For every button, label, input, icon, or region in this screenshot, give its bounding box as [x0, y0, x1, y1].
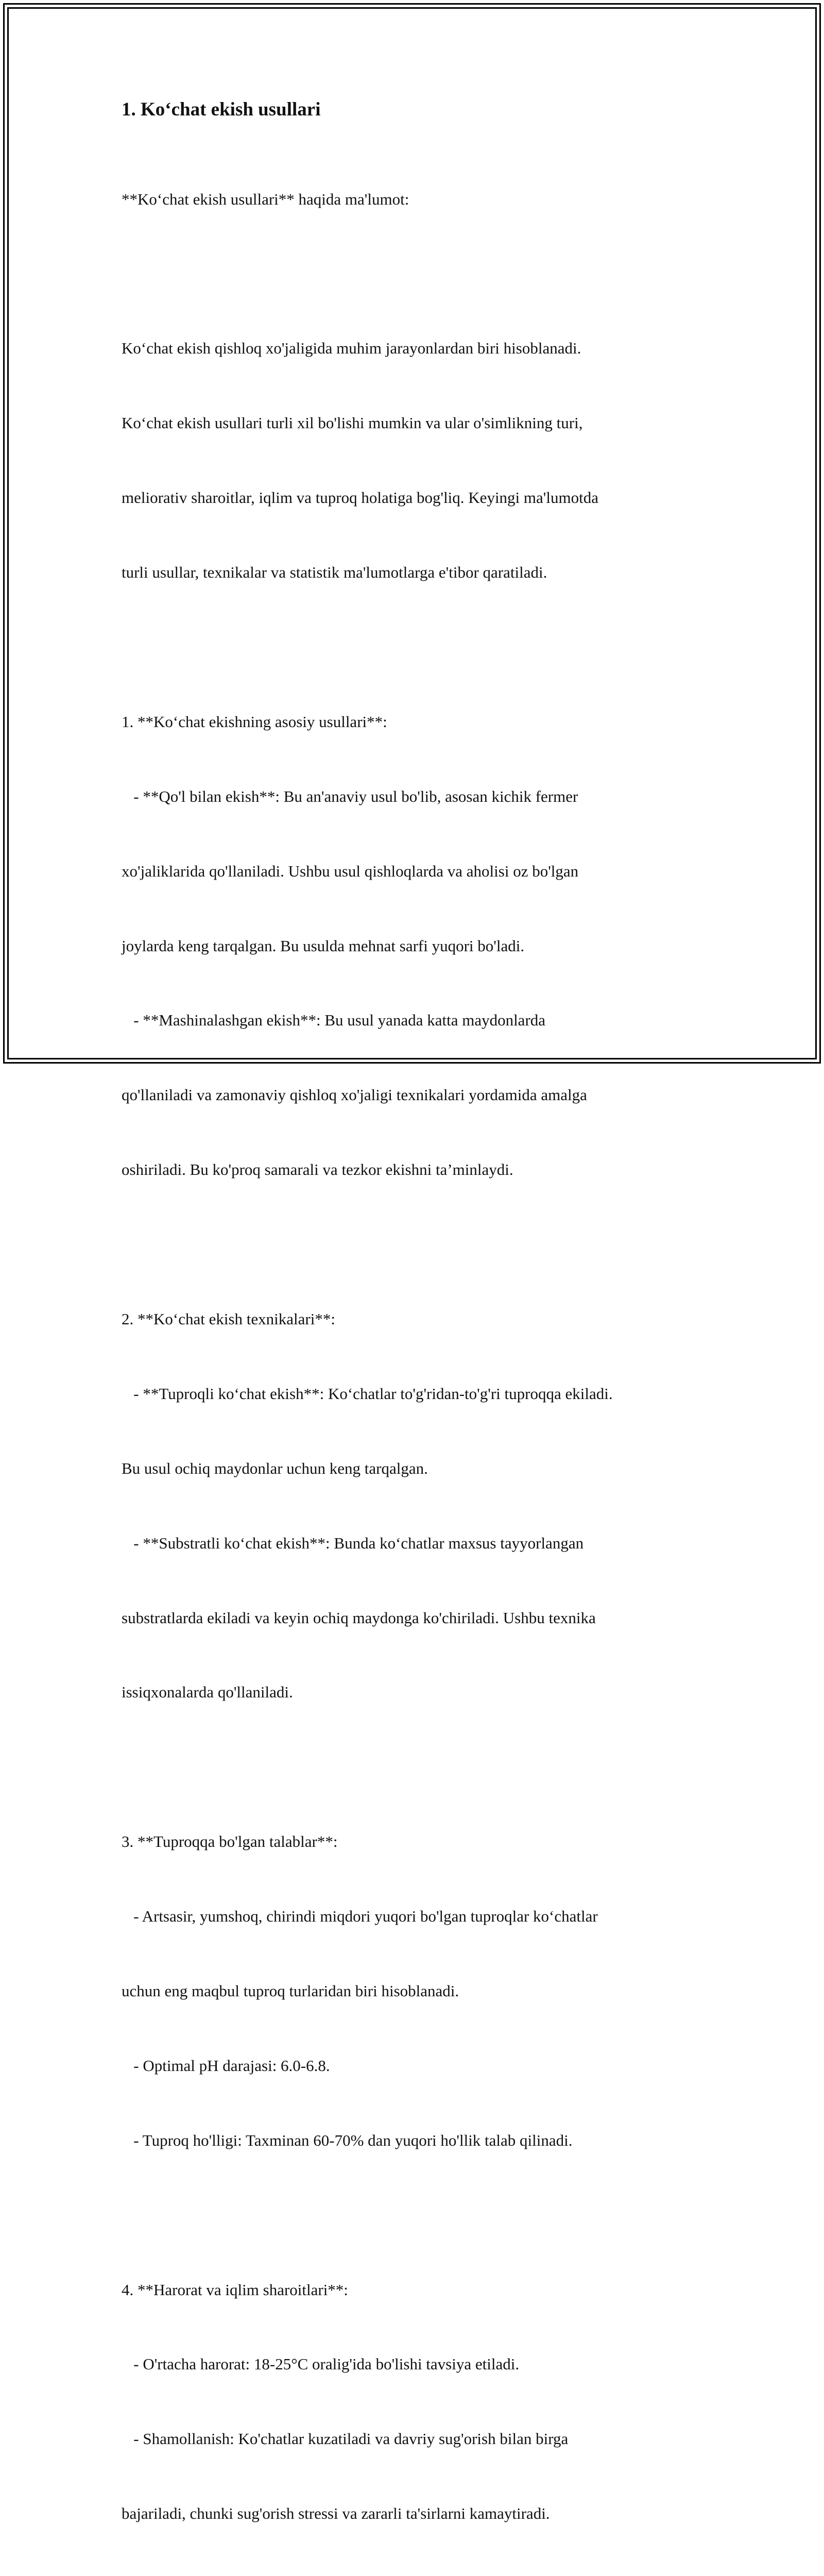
text-line: - **Tuproqli ko‘chat ekish**: Ko‘chatlar to'g'ridan-to'g'ri tuproqqa ekiladi. [122, 1384, 613, 1403]
section-1 [122, 660, 740, 1232]
document-body [122, 96, 740, 2576]
section-2 [122, 1257, 740, 1755]
text-line: - **Qo'l bilan ekish**: Bu an'anaviy usul bo'lib, asosan kichik fermer [122, 787, 578, 805]
text-line: qo'llaniladi va zamonaviy qishloq xo'jaligi texnikalari yordamida amalga [122, 1086, 587, 1104]
text-line: bajariladi, chunki sug'orish stressi va zararli ta'sirlarni kamaytiradi. [122, 2504, 550, 2523]
section-title: 2. **Ko‘chat ekish texnikalari**: [122, 1309, 335, 1328]
intro-paragraph [122, 137, 740, 261]
text-line: Ko‘chat ekish usullari turli xil bo'lishi mumkin va ular o'simlikning turi, [122, 414, 583, 432]
section-title: 3. **Tuproqqa bo'lgan talablar**: [122, 1832, 338, 1851]
section-title: 4. **Harorat va iqlim sharoitlari**: [122, 2280, 348, 2299]
section-3 [122, 1780, 740, 2203]
text-line: Bu usul ochiq maydonlar uchun keng tarqalgan. [122, 1459, 428, 1477]
blank-line [122, 1232, 740, 1257]
text-line: oshiriladi. Bu ko'proq samarali va tezkor ekishni ta’minlaydi. [122, 1160, 513, 1179]
blank-line [122, 261, 740, 286]
text-line: substratlarda ekiladi va keyin ochiq maydonga ko'chiriladi. Ushbu texnika [122, 1608, 596, 1627]
text-line: - Artsasir, yumshoq, chirindi miqdori yuqori bo'lgan tuproqlar ko‘chatlar [122, 1907, 598, 1926]
text-line: meliorativ sharoitlar, iqlim va tuproq holatiga bog'liq. Keyingi ma'lumotda [122, 489, 598, 507]
text-line: - Shamollanish: Ko'chatlar kuzatiladi va davriy sug'orish bilan birga [122, 2430, 569, 2448]
text-line: joylarda keng tarqalgan. Bu usulda mehnat sarfi yuqori bo'ladi. [122, 936, 525, 955]
overview-paragraph [122, 287, 740, 635]
text-line: Ko‘chat ekish qishloq xo'jaligida muhim jarayonlardan biri hisoblanadi. [122, 339, 581, 358]
text-line: - Optimal pH darajasi: 6.0-6.8. [122, 2056, 330, 2075]
text-line: - **Mashinalashgan ekish**: Bu usul yanada katta maydonlarda [122, 1011, 546, 1030]
text-line: - O'rtacha harorat: 18-25°C oralig'ida bo'lishi tavsiya etiladi. [122, 2355, 520, 2373]
text-line: issiqxonalarda qo'llaniladi. [122, 1683, 293, 1702]
text-line: - Tuproq ho'lligi: Taxminan 60-70% dan yuqori ho'llik talab qilinadi. [122, 2131, 573, 2149]
text-line: xo'jaliklarida qo'llaniladi. Ushbu usul qishloqlarda va aholisi oz bo'lgan [122, 862, 579, 880]
blank-line [122, 2203, 740, 2228]
blank-line [122, 1755, 740, 1779]
text-line: - **Substratli ko‘chat ekish**: Bunda ko‘chatlar maxsus tayyorlangan [122, 1534, 584, 1552]
blank-line [122, 635, 740, 660]
document-heading: 1. Ko‘chat ekish usullari [122, 99, 321, 120]
section-4 [122, 2228, 740, 2576]
section-title: 1. **Ko‘chat ekishning asosiy usullari**: [122, 712, 387, 731]
intro-line: **Ko‘chat ekish usullari** haqida ma'lumot: [122, 190, 409, 208]
text-line: uchun eng maqbul tuproq turlaridan biri hisoblanadi. [122, 1981, 459, 2000]
text-line: turli usullar, texnikalar va statistik ma'lumotlarga e'tibor qaratiladi. [122, 563, 547, 582]
